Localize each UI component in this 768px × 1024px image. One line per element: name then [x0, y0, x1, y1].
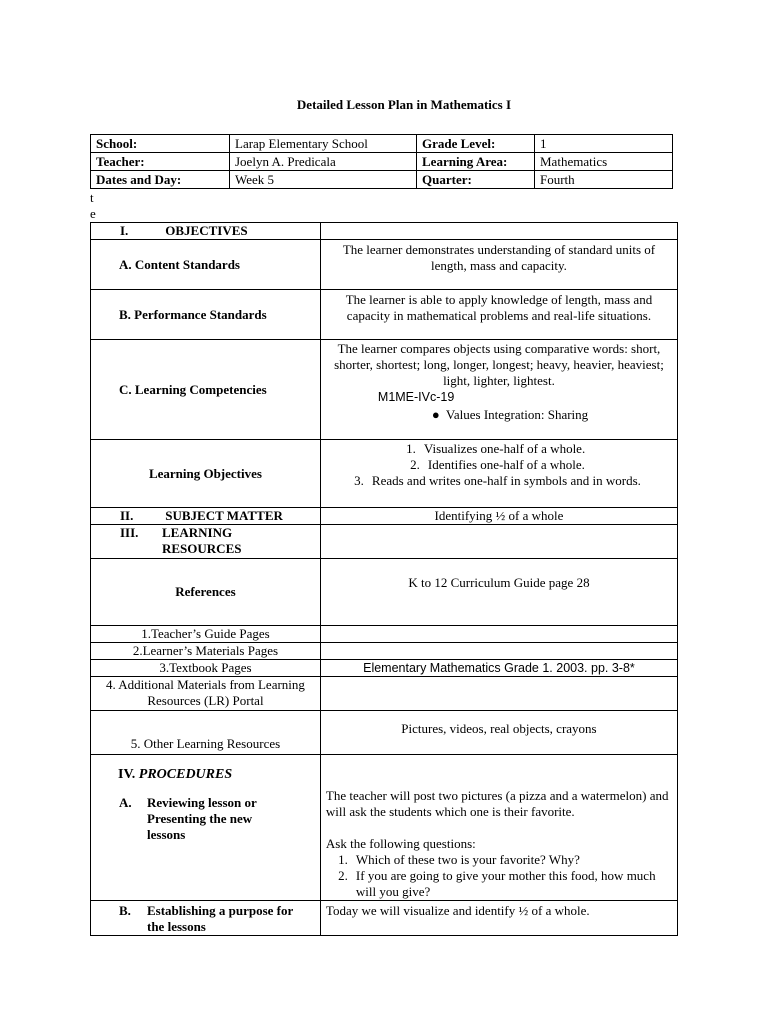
values-integration-text: Values Integration: Sharing: [445, 407, 589, 422]
grade-value: 1: [535, 135, 673, 153]
list-item: 3. Reads and writes one-half in symbols and in words.: [354, 473, 641, 488]
quarter-value: Fourth: [535, 171, 673, 189]
reviewing-lesson-label: [119, 795, 315, 843]
objectives-num: I.: [120, 223, 129, 238]
purpose-letter: B.: [119, 903, 131, 918]
purpose-cell-label: [91, 901, 321, 936]
content-standards-label: A. Content Standards: [91, 240, 321, 290]
references-label: References: [91, 559, 321, 626]
subject-label: SUBJECT MATTER: [165, 508, 283, 523]
area-label: Learning Area:: [417, 153, 535, 171]
stray-letter-t: t: [90, 190, 94, 205]
learning-objectives-list: [326, 441, 672, 489]
subject-num: II.: [120, 508, 134, 523]
learning-competencies-label: C. Learning Competencies: [91, 340, 321, 440]
teachers-guide-label: 1.Teacher’s Guide Pages: [91, 626, 321, 643]
learning-competencies-value: The learner compares objects using comparative words: short, shorter, shortest; long, longer, longest; heavy, heavier, heaviest; light, lighter, lightest.: [334, 341, 664, 388]
additional-materials-value: [320, 677, 677, 711]
bullet-icon: ●: [431, 407, 440, 422]
subject-matter-value: Identifying ½ of a whole: [320, 508, 677, 525]
reviewing-cell: [320, 755, 677, 901]
teacher-value: Joelyn A. Predicala: [230, 153, 417, 171]
document-title: Detailed Lesson Plan in Mathematics I: [296, 97, 512, 112]
other-resources-value: Pictures, videos, real objects, crayons: [320, 711, 677, 755]
purpose-text: Establishing a purpose for the lessons: [147, 903, 294, 934]
procedures-num: IV.: [118, 767, 136, 782]
purpose-value: Today we will visualize and identify ½ of a whole.: [320, 901, 677, 936]
procedures-label: PROCEDURES: [138, 767, 233, 782]
resources-label: LEARNING RESOURCES: [162, 525, 242, 556]
grade-label: Grade Level:: [417, 135, 535, 153]
learners-materials-label: 2.Learner’s Materials Pages: [91, 643, 321, 660]
stray-letter-e: e: [90, 206, 96, 221]
questions-list: [326, 852, 672, 900]
objectives-empty-cell: [320, 223, 677, 240]
list-item: 1. Visualizes one-half of a whole.: [406, 441, 586, 456]
quarter-label: Quarter:: [417, 171, 535, 189]
learners-materials-value: [320, 643, 677, 660]
textbook-value: Elementary Mathematics Grade 1. 2003. pp. 3-8*: [320, 660, 677, 677]
performance-standards-label: B. Performance Standards: [91, 290, 321, 340]
references-value: K to 12 Curriculum Guide page 28: [320, 559, 677, 626]
list-item: 2. Identifies one-half of a whole.: [410, 457, 585, 472]
competency-code: M1ME-IVc-19: [377, 390, 455, 404]
teachers-guide-value: [320, 626, 677, 643]
reviewing-text: Reviewing lesson or Presenting the new lessons: [147, 795, 257, 842]
reviewing-letter: A.: [119, 795, 132, 810]
list-item: 2. If you are going to give your mother this food, how much will you give?: [338, 868, 656, 899]
learning-competencies-cell: [320, 340, 677, 440]
learning-objectives-cell: [320, 440, 677, 508]
other-resources-label: 5. Other Learning Resources: [91, 711, 321, 755]
additional-materials-label: 4. Additional Materials from Learning Resources (LR) Portal: [91, 677, 321, 711]
area-value: Mathematics: [535, 153, 673, 171]
objectives-label: OBJECTIVES: [165, 223, 248, 238]
lesson-plan-table: [90, 222, 678, 936]
objectives-header: [91, 223, 321, 240]
procedures-cell: [91, 755, 321, 901]
learning-objectives-label: Learning Objectives: [91, 440, 321, 508]
reviewing-value: The teacher will post two pictures (a pizza and a watermelon) and will ask the students which one is their favorite.: [325, 788, 669, 819]
dates-value: Week 5: [230, 171, 417, 189]
resources-num: III.: [120, 525, 139, 540]
subject-matter-header: [91, 508, 321, 525]
performance-standards-value: The learner is able to apply knowledge of length, mass and capacity in mathematical problems and real-life situations.: [320, 290, 677, 340]
learning-resources-header: [91, 525, 321, 559]
values-integration-item: [326, 407, 672, 423]
school-value: Larap Elementary School: [230, 135, 417, 153]
list-item: 1. Which of these two is your favorite? Why?: [338, 852, 580, 867]
school-label: School:: [91, 135, 230, 153]
textbook-label: 3.Textbook Pages: [91, 660, 321, 677]
procedures-heading: [118, 767, 315, 783]
ask-text: Ask the following questions:: [325, 836, 476, 851]
content-standards-value: The learner demonstrates understanding of standard units of length, mass and capacity.: [320, 240, 677, 290]
learning-resources-empty-cell: [320, 525, 677, 559]
dates-label: Dates and Day:: [91, 171, 230, 189]
teacher-label: Teacher:: [91, 153, 230, 171]
header-table: [90, 134, 673, 189]
